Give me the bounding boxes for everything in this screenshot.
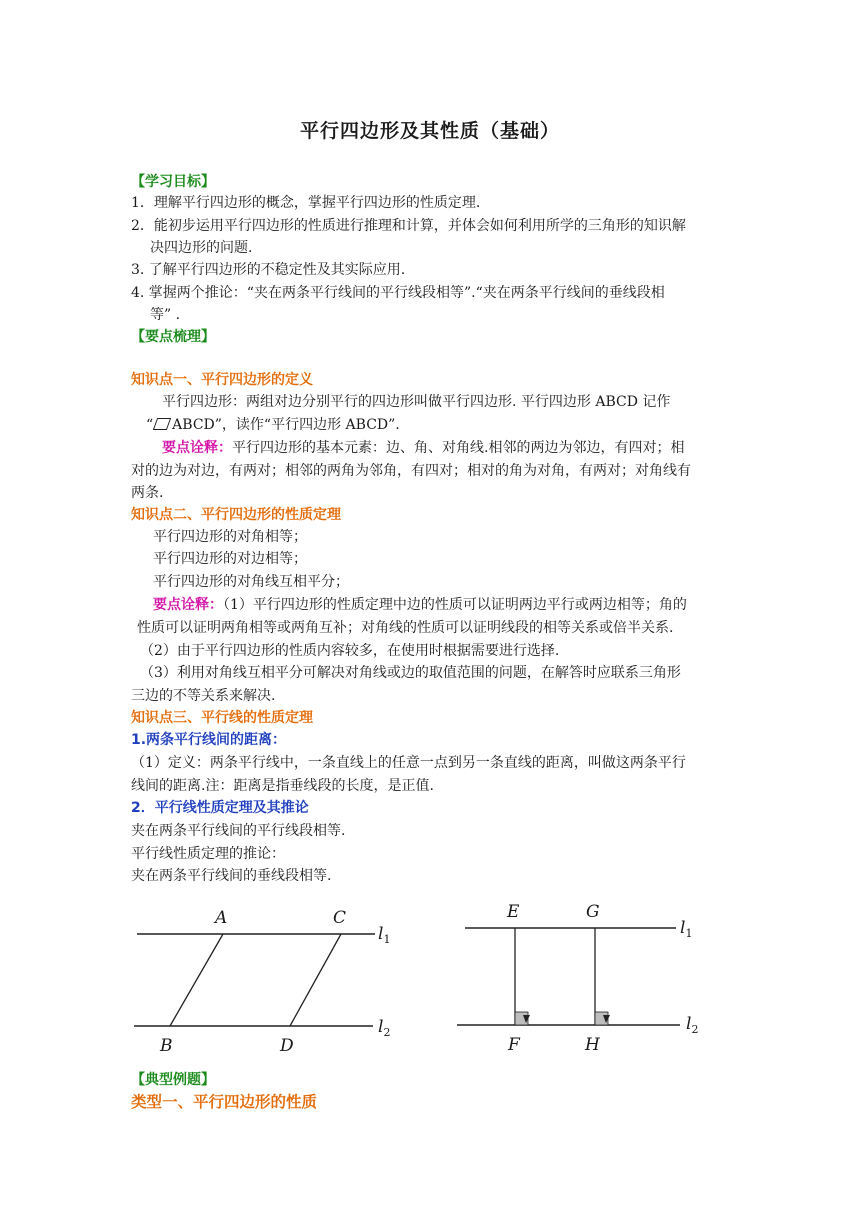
- point-c-label: C: [333, 908, 347, 928]
- kp3-sub2-line3: 夹在两条平行线间的垂线段相等.: [131, 868, 332, 884]
- point-d-label: D: [280, 1036, 294, 1056]
- goal-3: 3. 了解平行四边形的不稳定性及其实际应用.: [131, 262, 406, 278]
- kp2-note-line1: 要点诠释：（1）平行四边形的性质定理中边的性质可以证明两边平行或两边相等；角的: [153, 597, 687, 613]
- kp2-item-2: 平行四边形的对边相等；: [153, 551, 307, 567]
- goal-2-cont: 决四边形的问题.: [150, 240, 253, 256]
- point-h-label: H: [585, 1035, 600, 1055]
- examples-header: 【典型例题】: [131, 1072, 215, 1088]
- figure-parallel-segments: [125, 895, 415, 1070]
- figure-perpendicular-segments: [450, 895, 710, 1070]
- point-f-label: F: [508, 1035, 520, 1055]
- kp2-item-1: 平行四边形的对角相等；: [153, 529, 307, 545]
- points-header: 【要点梳理】: [131, 329, 215, 345]
- kp2-note-line2: 性质可以证明两角相等或两角互补；对角线的性质可以证明线段的相等关系或倍半关系.: [137, 620, 674, 636]
- goal-1: 1．理解平行四边形的概念，掌握平行四边形的性质定理.: [131, 195, 481, 211]
- kp3-sub1: 1.两条平行线间的距离：: [131, 732, 287, 748]
- type1-heading: 类型一、平行四边形的性质: [131, 1093, 318, 1111]
- kp2-heading: 知识点二、平行四边形的性质定理: [131, 507, 341, 523]
- kp1-note-label: 要点诠释：: [162, 440, 232, 456]
- point-a-label: A: [215, 908, 228, 928]
- kp2-item-3: 平行四边形的对角线互相平分；: [153, 574, 349, 590]
- kp3-sub1-line2: 线间的距离.注：距离是指垂线段的长度，是正值.: [131, 778, 434, 794]
- kp3-sub2: 2．平行线性质定理及其推论: [131, 800, 309, 816]
- point-e-label: E: [507, 902, 520, 922]
- page-title: 平行四边形及其性质（基础）: [299, 120, 560, 142]
- kp2-note-line5: 三边的不等关系来解决.: [131, 688, 276, 704]
- kp1-heading: 知识点一、平行四边形的定义: [131, 372, 313, 388]
- point-g-label: G: [586, 902, 600, 922]
- kp1-def-line1: 平行四边形：两组对边分别平行的四边形叫做平行四边形. 平行四边形 ABCD 记作: [162, 394, 671, 410]
- goals-header: 【学习目标】: [131, 174, 215, 190]
- kp1-note-line1: 要点诠释：平行四边形的基本元素：边、角、对角线.相邻的两边为邻边，有四对；相: [162, 440, 685, 456]
- kp2-note-line4: （3）利用对角线互相平分可解决对角线或边的取值范围的问题，在解答时应联系三角形: [140, 665, 681, 681]
- goal-4: 4. 掌握两个推论：“夹在两条平行线间的平行线段相等”.“夹在两条平行线间的垂线段相: [131, 285, 665, 301]
- goal-2: 2．能初步运用平行四边形的性质进行推理和计算，并体会如何利用所学的三角形的知识解: [131, 218, 686, 234]
- kp2-note-line3: （2）由于平行四边形的性质内容较多，在使用时根据需要进行选择.: [140, 643, 560, 659]
- kp3-sub2-line1: 夹在两条平行线间的平行线段相等.: [131, 823, 346, 839]
- parallelogram-symbol-icon: [153, 418, 171, 430]
- kp3-heading: 知识点三、平行线的性质定理: [131, 710, 313, 726]
- kp1-note-line2: 对的边为对边，有两对；相邻的两角为邻角，有四对；相对的角为对角，有两对；对角线有: [131, 463, 691, 479]
- kp3-sub2-line2: 平行线性质定理的推论：: [131, 846, 285, 862]
- line-l1-label: $l_1$: [378, 924, 391, 946]
- line-l2-label: $l_2$: [378, 1017, 391, 1039]
- line-l2-label: $l_2$: [686, 1014, 699, 1036]
- kp1-note-line3: 两条.: [131, 485, 164, 501]
- kp2-note-label: 要点诠释：: [153, 597, 223, 613]
- point-b-label: B: [160, 1036, 173, 1056]
- line-l1-label: $l_1$: [680, 918, 693, 940]
- kp1-def-line2: “ ABCD”，读作“平行四边形 ABCD”.: [146, 417, 400, 433]
- kp3-sub1-line1: （1）定义：两条平行线中，一条直线上的任意一点到另一条直线的距离，叫做这两条平行: [131, 755, 686, 771]
- goal-4-cont: 等” .: [150, 307, 181, 323]
